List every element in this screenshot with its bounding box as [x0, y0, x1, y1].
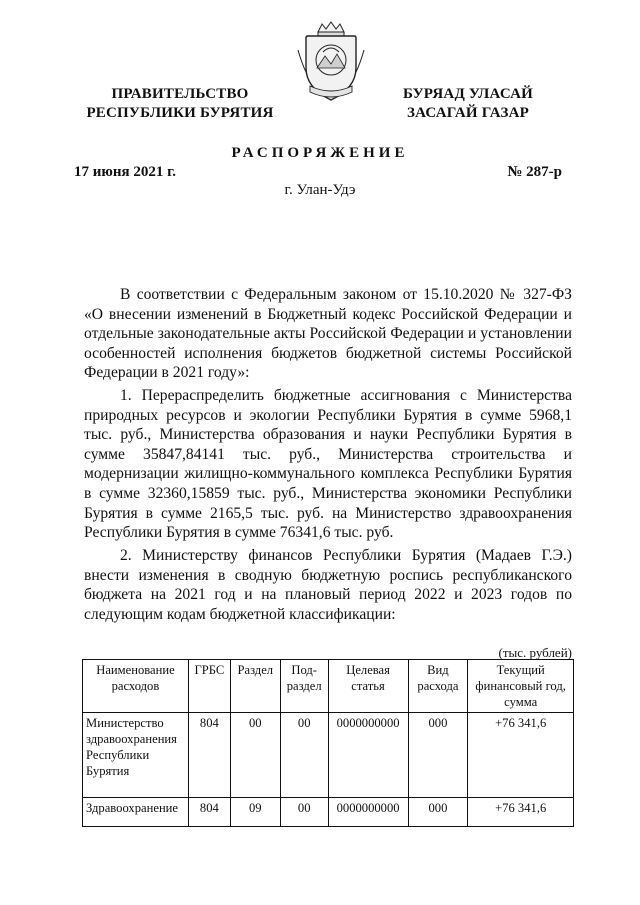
- cell-grbs: 804: [188, 798, 230, 827]
- document-date: 17 июня 2021 г.: [74, 164, 176, 180]
- header-left-line-2: РЕСПУБЛИКИ БУРЯТИЯ: [86, 105, 274, 121]
- header-right-line-1: БУРЯАД УЛАСАЙ: [402, 86, 534, 102]
- budget-table: [82, 659, 574, 827]
- cell-subsection: 00: [280, 713, 328, 798]
- cell-name: Министерство здравоохранения Республики Бурятия: [83, 713, 189, 798]
- intro-paragraph: В соответствии с Федеральным законом от 15.10.2020 № 327-ФЗ «О внесении изменений в Бюджетный кодекс Российской Федерации и отдельные законодательные акты Российской Федерации и установлении особенностей исполнения бюджетов бюджетной системы Российской Федерации в 2021 году»:: [84, 286, 572, 382]
- coat-of-arms-emblem-icon: [294, 20, 368, 104]
- table-header-row: [83, 660, 574, 713]
- header-right-line-2: ЗАСАГАЙ ГАЗАР: [407, 105, 529, 121]
- col-header-name: Наименование расходов: [83, 660, 189, 713]
- government-name-russian: [70, 85, 290, 123]
- cell-subsection: 00: [280, 798, 328, 827]
- item-1-paragraph: 1. Перераспределить бюджетные ассигнования с Министерства природных ресурсов и экологии Республики Бурятия в сумме 5968,1 тыс. руб., Министерства образования и науки Республики Бурятия в сумме 35847,84141 тыс. руб., Министерства строительства и модернизации жилищно-коммунального комплекса Республики Бурятия в сумме 32360,15859 тыс. руб., Министерства экономики Республики Бурятия в сумме 2165,5 тыс. руб. на Министерство здравоохранения Республики Бурятия в сумме 76341,6 тыс. руб.: [84, 387, 572, 542]
- col-header-target-item: Целевая статья: [328, 660, 408, 713]
- cell-target-item: 0000000000: [328, 798, 408, 827]
- intro-paragraph-block: [84, 285, 572, 383]
- col-header-expense-type: Вид расхода: [408, 660, 468, 713]
- document-city: г. Улан-Удэ: [284, 182, 356, 198]
- table-row: [83, 713, 574, 798]
- document-title: РАСПОРЯЖЕНИЕ: [231, 145, 409, 161]
- cell-target-item: 0000000000: [328, 713, 408, 798]
- header-left-line-1: ПРАВИТЕЛЬСТВО: [111, 86, 249, 102]
- item-2-paragraph: 2. Министерству финансов Республики Бурятия (Мадаев Г.Э.) внести изменения в сводную бюджетную роспись республиканского бюджета на 2021 год и на плановый период 2022 и 2023 годов по следующим кодам бюджетной классификации:: [84, 547, 572, 623]
- cell-amount: +76 341,6: [468, 713, 574, 798]
- table-row: [83, 798, 574, 827]
- cell-grbs: 804: [188, 713, 230, 798]
- cell-name: Здравоохранение: [83, 798, 189, 827]
- cell-expense-type: 000: [408, 798, 468, 827]
- cell-amount: +76 341,6: [468, 798, 574, 827]
- table-units: (тыс. рублей): [498, 645, 572, 660]
- col-header-grbs: ГРБС: [188, 660, 230, 713]
- item-2-block: [84, 546, 572, 624]
- cell-section: 00: [230, 713, 280, 798]
- col-header-amount: Текущий финансовый год, сумма: [468, 660, 574, 713]
- col-header-subsection: Под-раздел: [280, 660, 328, 713]
- cell-expense-type: 000: [408, 713, 468, 798]
- col-header-section: Раздел: [230, 660, 280, 713]
- item-1-block: [84, 386, 572, 543]
- document-number: № 287-р: [507, 164, 562, 180]
- cell-section: 09: [230, 798, 280, 827]
- government-name-buryat: [378, 85, 558, 123]
